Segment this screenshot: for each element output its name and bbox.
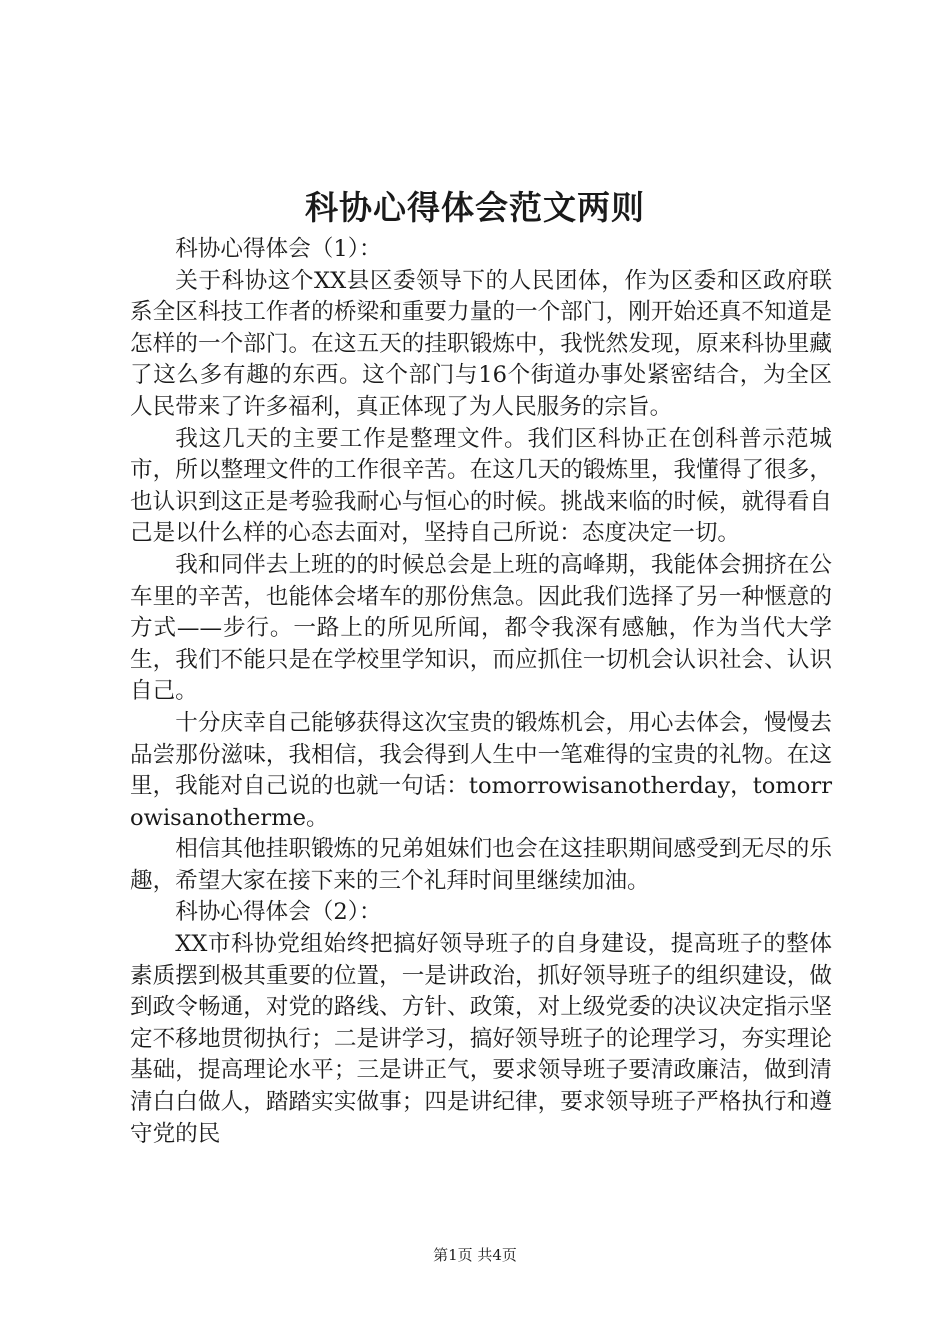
document-body (130, 234, 832, 1150)
body-paragraph: XX市科协党组始终把搞好领导班子的自身建设，提高班子的整体素质摆到极其重要的位置，一是讲政治，抓好领导班子的组织建设，做到政令畅通，对党的路线、方针、政策，对上级党委的决议决定指示坚定不移地贯彻执行；二是讲学习，搞好领导班子的论理学习，夯实理论基础，提高理论水平；三是讲正气，要求领导班子要清政廉洁，做到清清白白做人，踏踏实实做事；四是讲纪律，要求领导班子严格执行和遵守党的民 (130, 931, 832, 1147)
body-paragraph: 我和同伴去上班的的时候总会是上班的高峰期，我能体会拥挤在公车里的辛苦，也能体会堵车的那份焦急。因此我们选择了另一种惬意的方式——步行。一路上的所见所闻，都令我深有感触，作为当代大学生，我们不能只是在学校里学知识，而应抓住一切机会认识社会、认识自己。 (130, 551, 832, 705)
section-heading-2: 科协心得体会（2）： (175, 899, 382, 926)
body-paragraph: 十分庆幸自己能够获得这次宝贵的锻炼机会，用心去体会，慢慢去品尝那份滋味，我相信，我会得到人生中一笔难得的宝贵的礼物。在这里，我能对自己说的也就一句话：tomorrowisanotherday，tomorrowisanotherme。 (130, 709, 833, 831)
section-heading-1: 科协心得体会（1）： (175, 236, 382, 262)
document-title: 科协心得体会范文两则 (305, 188, 645, 227)
page-number-footer: 第1页 共4页 (433, 1246, 517, 1264)
body-paragraph: 相信其他挂职锻炼的兄弟姐妹们也会在这挂职期间感受到无尽的乐趣，希望大家在接下来的三个礼拜时间里继续加油。 (130, 836, 832, 894)
body-paragraph: 我这几天的主要工作是整理文件。我们区科协正在创科普示范城市，所以整理文件的工作很辛苦。在这几天的锻炼里，我懂得了很多，也认识到这正是考验我耐心与恒心的时候。挑战来临的时候，就得看自己是以什么样的心态去面对，坚持自己所说：态度决定一切。 (130, 425, 832, 547)
body-paragraph: 关于科协这个XX县区委领导下的人民团体，作为区委和区政府联系全区科技工作者的桥梁和重要力量的一个部门，刚开始还真不知道是怎样的一个部门。在这五天的挂职锻炼中，我恍然发现，原来科协里藏了这么多有趣的东西。这个部门与16个街道办事处紧密结合，为全区人民带来了许多福利，真正体现了为人民服务的宗旨。 (130, 267, 832, 420)
